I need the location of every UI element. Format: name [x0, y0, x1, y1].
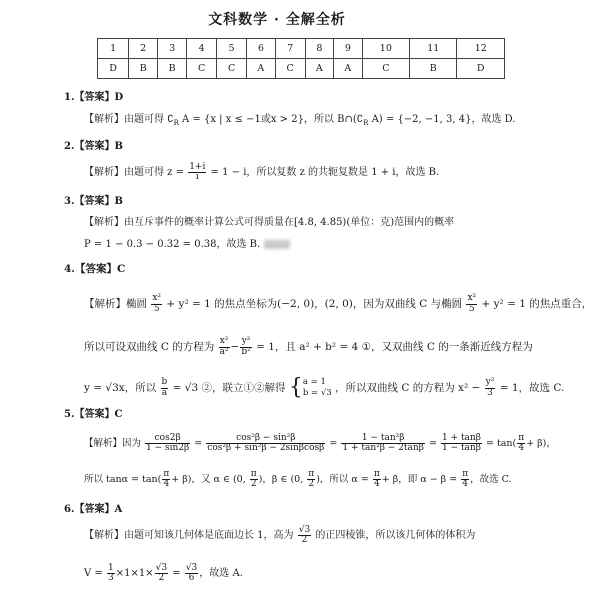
q5-fraction: $\frac{\pi}{4}$ — [163, 468, 170, 489]
q4-text: = 1，故选 C. — [499, 382, 565, 394]
answer-cell: C — [275, 59, 305, 79]
q4-text: = √3 ②，联立①②解得 — [172, 382, 286, 394]
question-number-cell: 8 — [305, 39, 334, 59]
q5-text: )，所以 α = — [316, 474, 369, 485]
q5-text: ，故选 C. — [470, 474, 512, 485]
q5-text: 所以 tanα = tan( — [84, 474, 162, 485]
q5-fraction: $\frac{\pi}{4}$ — [373, 468, 380, 489]
q4-answer-heading: 4.【答案】C — [64, 263, 126, 275]
q3-solution-line2 — [84, 238, 290, 252]
q4-equation-system: a = 1 b = √3 — [302, 377, 332, 398]
q5-fraction: $\frac{\pi}{2}$ — [250, 468, 257, 489]
q6-fraction: $\frac{√3}{2}$ — [155, 562, 168, 583]
question-number-cell: 6 — [247, 39, 276, 59]
q5-fraction: $\frac{\text{1 − tan²β}}{\text{1 + tan²β − 2tanβ}}$ — [342, 432, 424, 453]
q5-fraction: $\frac{\pi}{4}$ — [462, 468, 469, 489]
q5-answer-heading: 5.【答案】C — [64, 409, 123, 420]
q6-text: 【解析】由题可知该几何体是底面边长 1，高为 — [84, 530, 294, 541]
q5-solution-line2 — [84, 466, 512, 494]
q4-text: + y² = 1 的焦点重合， — [481, 298, 592, 310]
question-number-cell: 2 — [129, 39, 158, 59]
q5-text: + β)，又 α ∈ (0, — [171, 474, 246, 485]
q1-text: A = {x | x ≤ −1或x > 2}，所以 B∩(∁ — [182, 114, 364, 125]
q6-answer-heading: 6.【答案】A — [64, 504, 123, 515]
q4-text: 所以可设双曲线 C 的方程为 — [84, 341, 215, 353]
q5-text: 【解析】因为 — [84, 438, 142, 449]
q4-text: = 1，且 a² + b² = 4 ①，又双曲线 C 的一条渐近线方程为 — [256, 341, 533, 353]
q3-text: P = 1 − 0.3 − 0.32 = 0.38，故选 B. — [84, 239, 261, 250]
q5-equals: = — [329, 438, 338, 449]
q5-fraction: $\frac{\pi}{2}$ — [308, 468, 315, 489]
answer-cell: C — [362, 59, 409, 79]
answer-table — [97, 38, 505, 79]
q5-fraction: $\frac{\text{cos²β − sin²β}}{\text{cos²β + sin²β − 2sinβcosβ}}$ — [207, 432, 325, 453]
q4-fraction: $\frac{\text{x²}}{5}$ — [152, 293, 162, 314]
answer-table-number-row — [98, 39, 505, 59]
q5-text: )，β ∈ (0, — [258, 474, 304, 485]
q4-text: + y² = 1 的焦点坐标为(−2, 0)，(2, 0)，因为双曲线 C 与椭圆 — [166, 298, 463, 310]
q5-fraction: $\frac{\pi}{4}$ — [518, 432, 525, 453]
q4-fraction: $\frac{\text{y²}}{\text{b²}}$ — [241, 336, 251, 357]
q6-text: = — [172, 568, 181, 579]
answer-cell: D — [98, 59, 129, 79]
q5-fraction: $\frac{\cos 2\beta}{1 - \sin 2\beta}$ — [146, 432, 190, 453]
q4-fraction: $\frac{\text{x²}}{\text{a²}}$ — [219, 336, 229, 357]
question-number-cell: 9 — [334, 39, 363, 59]
q5-equals: = — [428, 438, 437, 449]
question-number-cell: 11 — [410, 39, 457, 59]
q6-text: ，故选 A. — [199, 568, 243, 579]
q4-solution-line1 — [84, 290, 592, 318]
q5-text: + β，即 α − β = — [381, 474, 458, 485]
q4-text: y = √3x，所以 — [84, 382, 157, 394]
q3-answer-heading: 3.【答案】B — [64, 196, 123, 207]
q2-solution — [84, 160, 439, 186]
q4-fraction: $\frac{b}{a}$ — [161, 377, 168, 398]
system-brace: { — [288, 375, 303, 400]
q1-solution: 【解析】由题可得 $∁_R$ A = {x | x ≤ −1或x > 2}，所以 $B\cap(∁_R$ A) = {−2, −1, 3, 4}，故选 D. — [84, 114, 516, 127]
question-number-cell: 7 — [275, 39, 305, 59]
q6-text: ×1×1× — [115, 568, 154, 579]
q6-fraction: $\frac{√3}{6}$ — [185, 562, 198, 583]
answer-cell: A — [334, 59, 363, 79]
question-number-cell: 10 — [362, 39, 409, 59]
question-number-cell: 12 — [457, 39, 505, 59]
answer-cell: C — [217, 59, 247, 79]
question-number-cell: 1 — [98, 39, 129, 59]
q5-solution-line1 — [84, 430, 556, 458]
answer-cell: C — [187, 59, 217, 79]
q1-text: A) = {−2, −1, 3, 4}，故选 D. — [371, 114, 516, 125]
blurred-watermark — [264, 240, 290, 249]
q5-text: + β)， — [526, 438, 556, 449]
q2-answer-heading: 2.【答案】B — [64, 141, 123, 152]
q6-fraction: $\frac{√3}{2}$ — [298, 524, 311, 545]
q4-fraction: $\frac{\text{y²}}{3}$ — [485, 377, 495, 398]
q1-answer-heading: 1.【答案】D — [64, 92, 124, 103]
q2-text: 【解析】由题可得 z = — [84, 167, 185, 178]
q4-fraction: $\frac{\text{x²}}{5}$ — [467, 293, 477, 314]
q1-text: 【解析】由题可得 — [84, 114, 164, 125]
answer-cell: A — [305, 59, 334, 79]
question-number-cell: 4 — [187, 39, 217, 59]
answer-cell: D — [457, 59, 505, 79]
q2-text: = 1 − i，所以复数 z 的共轭复数是 1 + i，故选 B. — [210, 167, 440, 178]
q5-fraction: $\frac{1 + \tan\beta}{1 - \tan\beta}$ — [441, 432, 481, 453]
q4-text: ，所以双曲线 C 的方程为 x² − — [335, 382, 481, 394]
q6-text: 的正四棱锥，所以该几何体的体积为 — [315, 530, 476, 541]
q5-text: = tan( — [485, 438, 517, 449]
q4-text: 【解析】椭圆 — [84, 298, 147, 310]
answer-cell: B — [410, 59, 457, 79]
q5-equals: = — [194, 438, 203, 449]
q3-solution-line1: 【解析】由互斥事件的概率计算公式可得质量在[4.8, 4.85)(单位：克)范围内的概率 — [84, 217, 455, 228]
page-title: 文科数学 · 全解全析 — [208, 12, 346, 28]
q6-solution-line2 — [84, 560, 243, 588]
q6-solution-line1 — [84, 522, 475, 550]
q6-text: V = — [84, 568, 103, 579]
q2-fraction: $\frac{1+i}{i}$ — [189, 161, 206, 182]
q6-fraction: $\frac{1}{3}$ — [107, 562, 114, 583]
q4-solution-line3 — [84, 372, 564, 404]
answer-cell: B — [129, 59, 158, 79]
question-number-cell: 5 — [217, 39, 247, 59]
q1-complement-symbol: ∁ — [167, 114, 174, 125]
question-number-cell: 3 — [158, 39, 187, 59]
answer-cell: A — [247, 59, 276, 79]
answer-cell: B — [158, 59, 187, 79]
q4-solution-line2: 所以可设双曲线 C 的方程为 $\frac{\text{x²}}{\text{a²}}$ − $\frac{\text{y²}}{\text{b²}}$ = 1，且 a² + b² = 4 ①，又双曲线 C 的一条渐近线方程为 — [84, 336, 533, 357]
answer-table-answer-row — [98, 59, 505, 79]
